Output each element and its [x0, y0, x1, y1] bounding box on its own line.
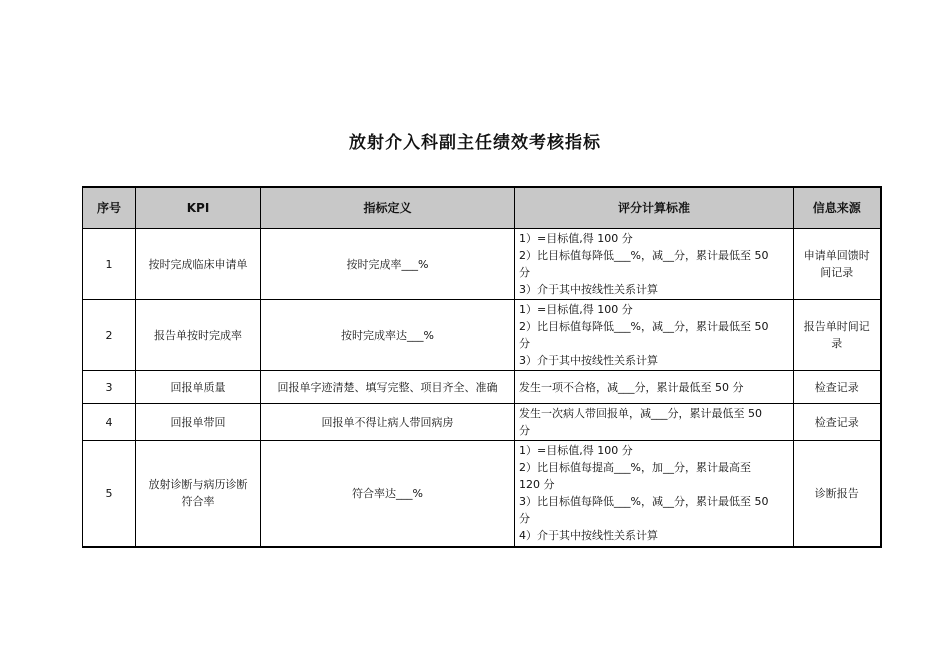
table-row: [83, 300, 881, 371]
criteria-line: 发生一项不合格，减___分，累计最低至 50 分: [519, 380, 744, 394]
source-text: 录: [831, 337, 843, 350]
cell-kpi: [136, 404, 261, 441]
criteria-line: 3）比目标值每降低___%，减__分，累计最低至 50: [519, 495, 769, 509]
cell-serial-number: 2: [83, 300, 136, 371]
criteria-line: 120 分: [519, 478, 555, 492]
kpi-text: 回报单质量: [170, 380, 226, 394]
cell-serial-number: 1: [83, 229, 136, 300]
criteria-line: 4）介于其中按线性关系计算: [519, 529, 658, 543]
header-definition: 指标定义: [261, 187, 515, 229]
cell-scoring-criteria: [515, 229, 794, 300]
kpi-table: [82, 186, 882, 548]
criteria-line: 分: [519, 424, 530, 437]
header-scoring-criteria: 评分计算标准: [515, 187, 794, 229]
cell-info-source: [794, 441, 881, 547]
cell-kpi: [136, 371, 261, 404]
criteria-line: 2）比目标值每提高___%，加__分，累计最高至: [519, 461, 751, 475]
cell-info-source: [794, 229, 881, 300]
criteria-line: 1）=目标值,得 100 分: [519, 303, 633, 316]
cell-kpi: [136, 229, 261, 300]
table-row: [83, 371, 881, 404]
cell-info-source: [794, 300, 881, 371]
kpi-text: 放射诊断与病历诊断: [148, 478, 248, 492]
table-row: [83, 441, 881, 547]
source-text: 诊断报告: [814, 486, 859, 500]
kpi-text: 报告单按时完成率: [154, 328, 242, 342]
criteria-line: 3）介于其中按线性关系计算: [519, 283, 658, 296]
cell-definition: 回报单字迹清楚、填写完整、项目齐全、准确: [261, 371, 515, 404]
kpi-text: 按时完成临床申请单: [148, 257, 248, 271]
cell-scoring-criteria: [515, 371, 794, 404]
cell-serial-number: 3: [83, 371, 136, 404]
kpi-text: 符合率: [181, 495, 215, 509]
criteria-line: 2）比目标值每降低___%，减__分，累计最低至 50: [519, 320, 769, 333]
criteria-line: 分: [519, 337, 530, 350]
source-text: 申请单回馈时: [803, 249, 870, 262]
cell-definition: 按时完成率达___%: [261, 300, 515, 371]
criteria-line: 分: [519, 512, 530, 526]
cell-definition: 按时完成率___%: [261, 229, 515, 300]
criteria-line: 1）=目标值,得 100 分: [519, 232, 633, 245]
table-header-row: [83, 187, 881, 229]
source-text: 检查记录: [814, 415, 859, 429]
cell-info-source: [794, 371, 881, 404]
source-text: 检查记录: [814, 380, 859, 394]
cell-serial-number: 5: [83, 441, 136, 547]
header-serial-number: 序号: [83, 187, 136, 229]
criteria-line: 2）比目标值每降低___%，减__分，累计最低至 50: [519, 249, 769, 262]
source-text: 间记录: [820, 266, 854, 279]
cell-kpi: [136, 300, 261, 371]
kpi-text: 回报单带回: [170, 415, 226, 429]
criteria-line: 1）=目标值,得 100 分: [519, 444, 633, 458]
page-title: 放射介入科副主任绩效考核指标: [349, 133, 601, 153]
source-text: 报告单时间记: [803, 320, 870, 333]
cell-scoring-criteria: [515, 300, 794, 371]
cell-scoring-criteria: [515, 404, 794, 441]
criteria-line: 发生一次病人带回报单，减___分，累计最低至 50: [519, 407, 762, 420]
cell-kpi: [136, 441, 261, 547]
criteria-line: 分: [519, 266, 530, 279]
table-row: [83, 229, 881, 300]
table-row: [83, 404, 881, 441]
cell-definition: 回报单不得让病人带回病房: [261, 404, 515, 441]
cell-serial-number: 4: [83, 404, 136, 441]
header-info-source: 信息来源: [794, 187, 881, 229]
header-kpi: KPI: [136, 187, 261, 229]
criteria-line: 3）介于其中按线性关系计算: [519, 354, 658, 367]
cell-definition: 符合率达___%: [261, 441, 515, 547]
cell-info-source: [794, 404, 881, 441]
cell-scoring-criteria: [515, 441, 794, 547]
